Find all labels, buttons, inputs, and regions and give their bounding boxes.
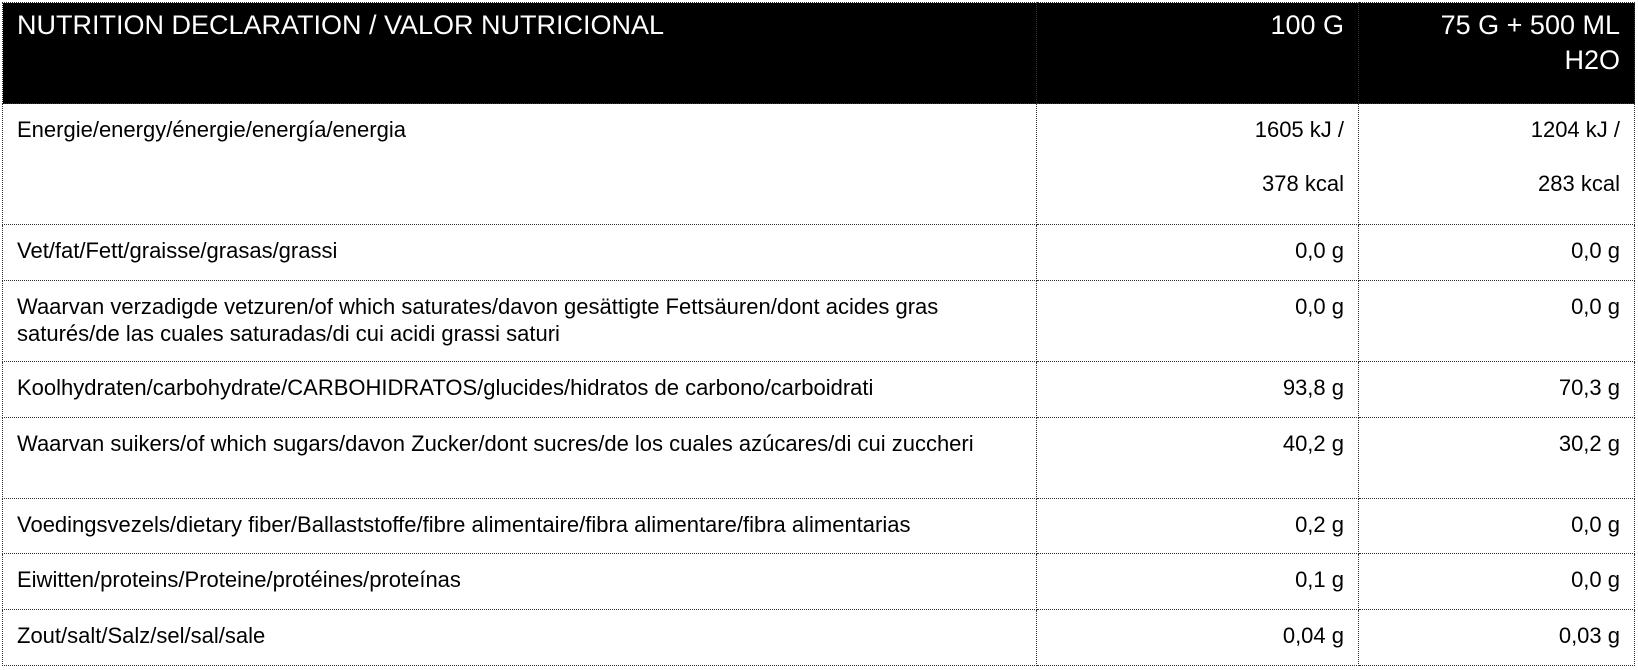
value-per-100g: 40,2 g	[1037, 418, 1359, 499]
value-per-100g: 0,0 g	[1037, 225, 1359, 281]
table-row-carbohydrate	[3, 362, 1635, 418]
table-row-energy	[3, 104, 1635, 225]
header-col-serving	[1359, 3, 1635, 104]
energy-kcal-per-serving: 283 kcal	[1538, 171, 1620, 196]
row-label: Zout/salt/Salz/sel/sal/sale	[3, 610, 1037, 666]
value-per-serving: 0,0 g	[1359, 554, 1635, 610]
header-col-serving-line2: H2O	[1564, 45, 1620, 75]
nutrition-table	[2, 2, 1635, 666]
row-label: Energie/energy/énergie/energía/energia	[3, 104, 1037, 225]
table-row-protein	[3, 554, 1635, 610]
header-col-100g: 100 G	[1037, 3, 1359, 104]
value-per-100g: 0,04 g	[1037, 610, 1359, 666]
row-label: Waarvan verzadigde vetzuren/of which saturates/davon gesättigte Fettsäuren/dont acides gras saturés/de las cuales saturadas/di cui acidi grassi saturi	[3, 281, 1037, 362]
table-row-fat	[3, 225, 1635, 281]
table-row-salt	[3, 610, 1635, 666]
row-label: Voedingsvezels/dietary fiber/Ballaststoffe/fibre alimentaire/fibra alimentare/fibra alimentarias	[3, 499, 1037, 554]
table-row-sugars	[3, 418, 1635, 499]
table-body	[3, 104, 1635, 666]
energy-kcal-per-100g: 378 kcal	[1262, 171, 1344, 196]
energy-kj-per-serving: 1204 kJ /	[1530, 117, 1620, 142]
value-per-100g	[1037, 104, 1359, 225]
table-row-saturates	[3, 281, 1635, 362]
value-per-serving: 0,03 g	[1359, 610, 1635, 666]
value-per-serving: 0,0 g	[1359, 281, 1635, 362]
header-row	[3, 3, 1635, 104]
row-label: Eiwitten/proteins/Proteine/protéines/proteínas	[3, 554, 1037, 610]
value-per-100g: 0,2 g	[1037, 499, 1359, 554]
header-title: NUTRITION DECLARATION / VALOR NUTRICIONAL	[3, 3, 1037, 104]
value-per-100g: 0,0 g	[1037, 281, 1359, 362]
row-label: Waarvan suikers/of which sugars/davon Zucker/dont sucres/de los cuales azúcares/di cui zuccheri	[3, 418, 1037, 499]
value-per-serving: 70,3 g	[1359, 362, 1635, 418]
row-label: Koolhydraten/carbohydrate/CARBOHIDRATOS/glucides/hidratos de carbono/carboidrati	[3, 362, 1037, 418]
value-per-serving: 0,0 g	[1359, 225, 1635, 281]
value-per-serving	[1359, 104, 1635, 225]
value-per-100g: 93,8 g	[1037, 362, 1359, 418]
table-row-fiber	[3, 499, 1635, 554]
value-per-serving: 30,2 g	[1359, 418, 1635, 499]
row-label: Vet/fat/Fett/graisse/grasas/grassi	[3, 225, 1037, 281]
header-col-serving-line1: 75 G + 500 ML	[1440, 10, 1620, 40]
value-per-100g: 0,1 g	[1037, 554, 1359, 610]
energy-kj-per-100g: 1605 kJ /	[1254, 117, 1344, 142]
table-header	[3, 3, 1635, 104]
value-per-serving: 0,0 g	[1359, 499, 1635, 554]
